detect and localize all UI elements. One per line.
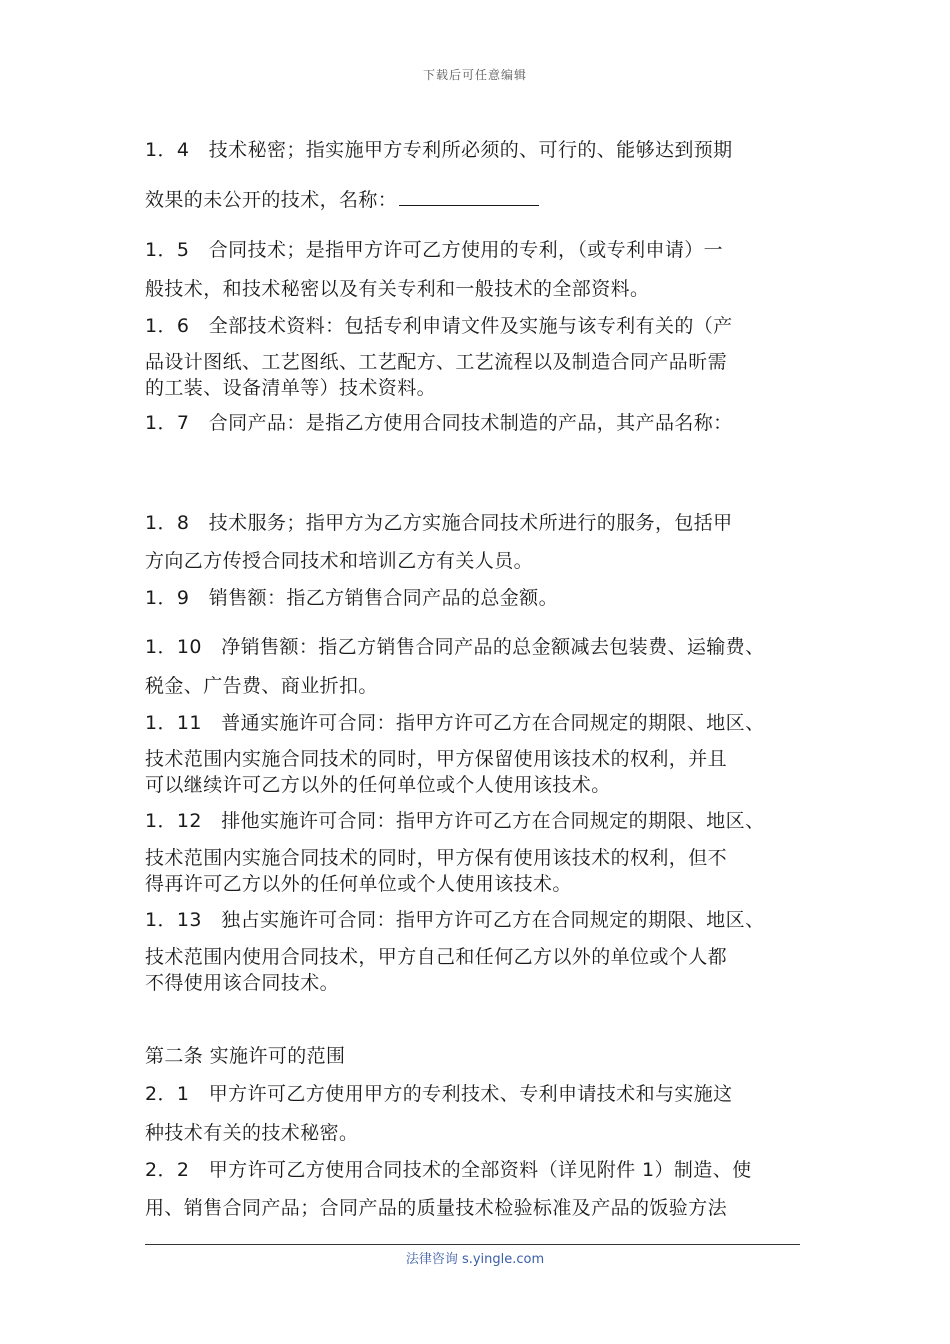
clause-1-10-line-2: 税金、广告费、商业折扣。 <box>145 675 378 697</box>
clause-1-8-line-1: 1．8 技术服务；指甲方为乙方实施合同技术所进行的服务，包括甲 <box>145 512 733 534</box>
footer-divider <box>145 1244 800 1245</box>
clause-1-6-line-1: 1．6 全部技术资料：包括专利申请文件及实施与该专利有关的（产 <box>145 315 733 337</box>
clause-1-5-line-2: 般技术，和技术秘密以及有关专利和一般技术的全部资料。 <box>145 278 650 300</box>
name-blank-field <box>399 187 539 206</box>
clause-1-6-line-3: 的工装、设备清单等）技术资料。 <box>145 377 437 399</box>
clause-1-7-line-1: 1．7 合同产品：是指乙方使用合同技术制造的产品，其产品名称： <box>145 412 733 434</box>
clause-1-5-line-1: 1．5 合同技术；是指甲方许可乙方使用的专利，（或专利申请）一 <box>145 239 724 261</box>
clause-1-9-line-1: 1．9 销售额：指乙方销售合同产品的总金额。 <box>145 587 558 609</box>
clause-1-11-line-1: 1．11 普通实施许可合同：指甲方许可乙方在合同规定的期限、地区、 <box>145 712 765 734</box>
clause-1-13-line-1: 1．13 独占实施许可合同：指甲方许可乙方在合同规定的期限、地区、 <box>145 909 765 931</box>
clause-1-12-line-1: 1．12 排他实施许可合同：指甲方许可乙方在合同规定的期限、地区、 <box>145 810 765 832</box>
clause-2-2-line-2: 用、销售合同产品；合同产品的质量技术检验标准及产品的饭验方法 <box>145 1197 728 1219</box>
clause-1-8-line-2: 方向乙方传授合同技术和培训乙方有关人员。 <box>145 550 534 572</box>
clause-1-10-line-1: 1．10 净销售额：指乙方销售合同产品的总金额减去包装费、运输费、 <box>145 636 765 658</box>
clause-2-1-line-2: 种技术有关的技术秘密。 <box>145 1122 359 1144</box>
clause-1-13-line-2: 技术范围内使用合同技术，甲方自己和任何乙方以外的单位或个人都 <box>145 946 728 968</box>
clause-1-12-line-2: 技术范围内实施合同技术的同时，甲方保有使用该技术的权利，但不 <box>145 847 728 869</box>
article-2-heading: 第二条 实施许可的范围 <box>145 1045 346 1067</box>
clause-2-1-line-1: 2．1 甲方许可乙方使用甲方的专利技术、专利申请技术和与实施这 <box>145 1083 733 1105</box>
clause-1-4-text: 效果的未公开的技术，名称： <box>145 189 398 211</box>
clause-1-12-line-3: 得再许可乙方以外的任何单位或个人使用该技术。 <box>145 873 572 895</box>
clause-1-11-line-3: 可以继续许可乙方以外的任何单位或个人使用该技术。 <box>145 774 611 796</box>
clause-1-4-line-1: 1．4 技术秘密；指实施甲方专利所必须的、可行的、能够达到预期 <box>145 139 733 161</box>
clause-1-13-line-3: 不得使用该合同技术。 <box>145 972 340 994</box>
clause-1-4-line-2 <box>145 187 825 213</box>
footer-link[interactable]: 法律咨询 s.yingle.com <box>405 1252 545 1267</box>
header-note: 下载后可任意编辑 <box>422 68 527 82</box>
clause-2-2-line-1: 2．2 甲方许可乙方使用合同技术的全部资料（详见附件 1）制造、使 <box>145 1159 752 1181</box>
clause-1-6-line-2: 品设计图纸、工艺图纸、工艺配方、工艺流程以及制造合同产品昕需 <box>145 351 728 373</box>
clause-1-11-line-2: 技术范围内实施合同技术的同时，甲方保留使用该技术的权利，并且 <box>145 748 728 770</box>
